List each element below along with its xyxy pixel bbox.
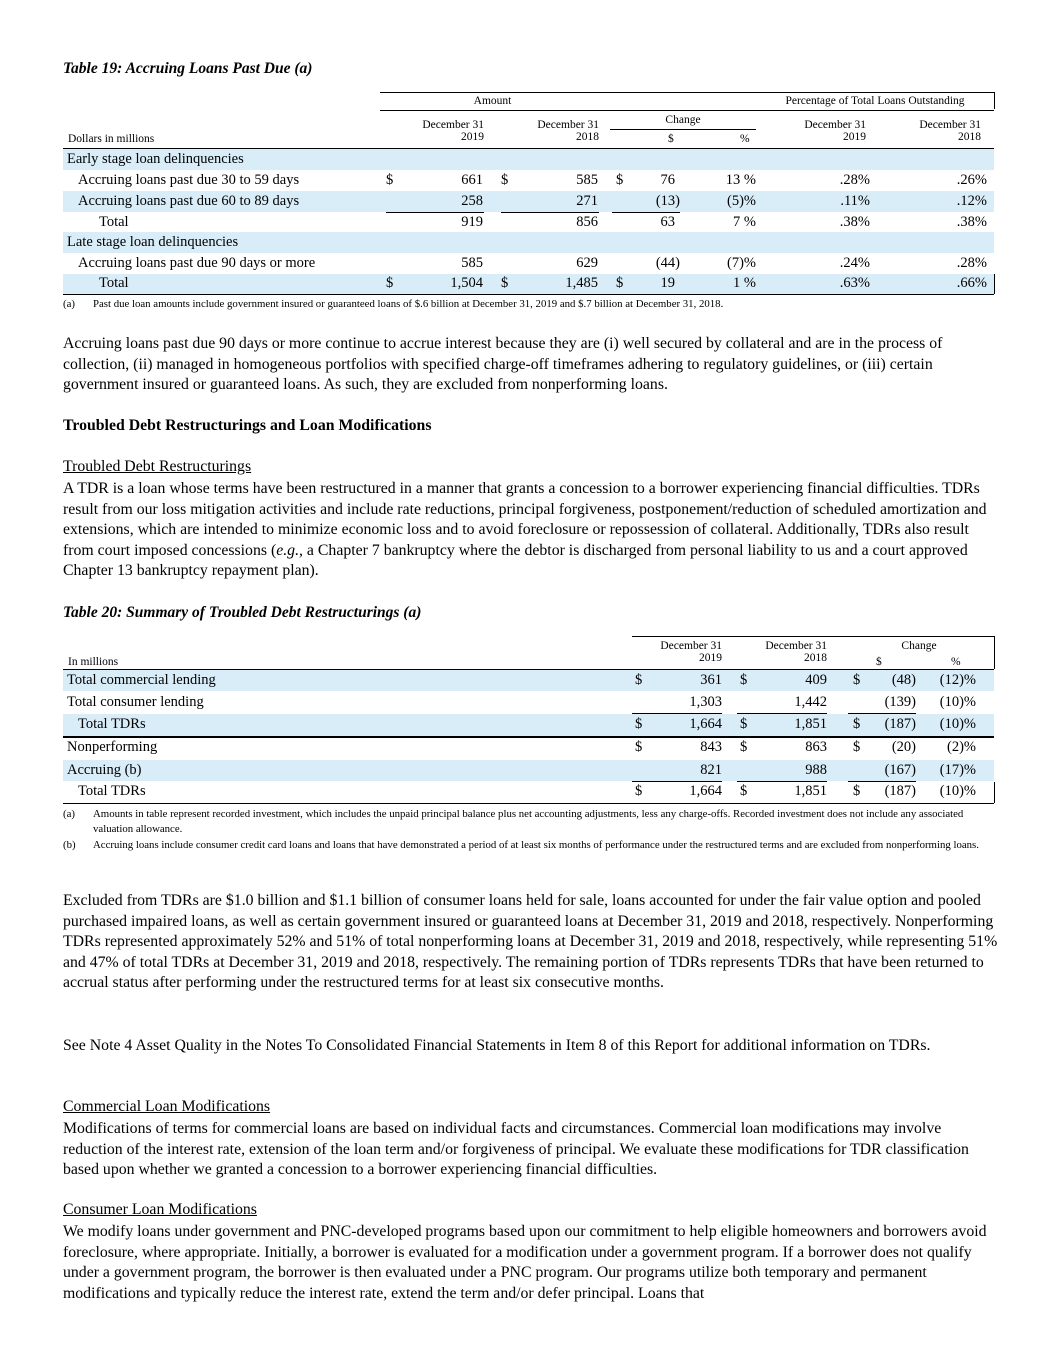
dollar-sign: $ (853, 672, 861, 688)
dollar-sign: $ (501, 275, 509, 291)
table20-title: Table 20: Summary of Troubled Debt Restructurings (a) (63, 604, 422, 621)
row-label: Total (99, 275, 129, 291)
table19-title: Table 19: Accruing Loans Past Due (a) (63, 60, 313, 77)
change-amount: (187) (884, 716, 916, 732)
table19-hdr-dec31-2019: December 31 (422, 119, 484, 131)
value-2019: 361 (700, 672, 722, 688)
table19-hdr-pct: Percentage of Total Loans Outstanding (785, 95, 965, 107)
table-row (63, 738, 994, 760)
table20-hdr-dec31-2018: December 31 (765, 640, 827, 652)
value-2019: 1,664 (689, 716, 722, 732)
value-2019: 1,303 (689, 694, 722, 710)
table19-section-late (63, 232, 994, 253)
paragraph-tdr-eg: e.g., (276, 541, 303, 559)
pct-2018: .38% (956, 214, 987, 230)
value-2019: 843 (700, 739, 722, 755)
paragraph-consumer: We modify loans under government and PNC-developed programs based upon our commitment to help eligible homeowners and borrowers avoid foreclosure, where appropriate. Initially, a borrower is evaluated for a modification under a government program. If a borrower does not qualify under a government program, the borrower is then evaluated under a PNC program. Our programs utilize both temporary and permanent modifications and typically reduce the interest rate, extend the term and/or defer principal. Loans that (63, 1223, 987, 1302)
table-row (63, 212, 994, 233)
table19-hdr-dec31-2018: December 31 (537, 119, 599, 131)
pct-2018: .28% (956, 255, 987, 271)
row-label: Accruing loans past due 60 to 89 days (78, 193, 300, 209)
table19-right-rule-top (994, 92, 995, 109)
table-row (63, 191, 994, 212)
dollar-sign: $ (616, 275, 624, 291)
pct-2019: .24% (839, 255, 870, 271)
change-pct: (10)% (939, 716, 976, 732)
table19-hdr-pct-year-2018: 2018 (958, 131, 981, 143)
change-amount: (44) (655, 255, 680, 271)
table19-hdr-change: Change (665, 114, 701, 126)
table-row (63, 760, 994, 781)
table20-hdr-chg-dollar: $ (876, 656, 882, 668)
table19-change-rule (610, 129, 756, 130)
value-2019: 585 (461, 255, 483, 271)
table19-hdr-pct-dec31-2019: December 31 (804, 119, 866, 131)
table19-sub-rule (380, 110, 994, 111)
dollar-sign: $ (853, 739, 861, 755)
table20-note-b-mark: (b) (63, 839, 76, 851)
change-pct: (5)% (727, 193, 756, 209)
pct-2019: .38% (839, 214, 870, 230)
pct-2019: .11% (840, 193, 870, 209)
table19-bottom-rule (63, 294, 994, 295)
change-amount: (187) (884, 783, 916, 799)
change-amount: 19 (660, 275, 675, 291)
table20-bottom-rule (63, 803, 994, 804)
table19-right-rule-bottom (994, 274, 995, 294)
dollar-sign: $ (635, 739, 643, 755)
change-amount: (13) (655, 193, 680, 209)
table20-right-rule-bottom (994, 782, 995, 803)
paragraph-commercial: Modifications of terms for commercial loans are based on individual facts and circumstances. Commercial loan modifications may involve reduction of the interest rate, extension of the loan term and/or forgiveness of principal. We evaluate these modifications for TDR classification based upon whether we granted a concession to a borrower experiencing financial difficulties. (63, 1120, 969, 1179)
paragraph-note4: See Note 4 Asset Quality in the Notes To Consolidated Financial Statements in Item 8 of this Report for additional information on TDRs. (63, 1037, 931, 1054)
table19-hdr-pct-dec31-2018: December 31 (919, 119, 981, 131)
table20-note-b: Accruing loans include consumer credit card loans and loans that have demonstrated a period of at least six months of performance under the restructured terms and are excluded from nonperforming loans. (93, 839, 979, 851)
change-amount: (139) (884, 694, 916, 710)
value-2018: 271 (576, 193, 598, 209)
row-label: Total (99, 214, 129, 230)
table19-hdr-amount: Amount (473, 95, 512, 107)
change-amount: 76 (660, 172, 675, 188)
change-pct: (10)% (939, 783, 976, 799)
value-2018: 856 (576, 214, 598, 230)
change-pct: 13 % (725, 172, 756, 188)
value-2019: 258 (461, 193, 483, 209)
change-amount: (20) (891, 739, 916, 755)
table20-hdr-year-2019: 2019 (699, 652, 722, 664)
value-2019: 919 (461, 214, 483, 230)
dollar-sign: $ (740, 783, 748, 799)
value-2019: 661 (461, 172, 483, 188)
paragraph-accruing: Accruing loans past due 90 days or more continue to accrue interest because they are (i) well secured by collateral and are in the process of collection, (ii) managed in homogeneous portfolios with specified charge-off timeframes adhering to regulatory guidelines, or (iii) certain government insured or guaranteed loans. As such, they are excluded from nonperforming loans. (63, 335, 943, 394)
row-label: Total consumer lending (67, 694, 204, 710)
dollar-sign: $ (616, 172, 624, 188)
heading-tdr: Troubled Debt Restructurings and Loan Modifications (63, 417, 432, 434)
table19-hdr-pct-year-2019: 2019 (843, 131, 866, 143)
change-pct: 7 % (733, 214, 756, 230)
table20-hdr-millions: In millions (68, 656, 119, 668)
table20-note-a: Amounts in table represent recorded investment, which includes the unpaid principal balance plus net accounting adjustments, less any charge-offs. Recorded investment does not include any associated valuation allowance. (93, 808, 964, 835)
dollar-sign: $ (386, 275, 394, 291)
value-2018: 1,485 (565, 275, 598, 291)
paragraph-tdr-part2: a Chapter 7 bankruptcy where the debtor is discharged from personal liability to us and a court approved Chapter 13 bankruptcy repayment plan). (63, 541, 968, 580)
table-row (63, 170, 994, 191)
dollar-sign: $ (635, 672, 643, 688)
pct-2018: .12% (956, 193, 987, 209)
subheading-consumer: Consumer Loan Modifications (63, 1201, 257, 1218)
change-pct: (10)% (939, 694, 976, 710)
pct-2018: .66% (956, 275, 987, 291)
value-2018: 863 (805, 739, 827, 755)
table19-note-a-mark: (a) (63, 298, 75, 310)
row-label: Accruing loans past due 30 to 59 days (78, 172, 300, 188)
section-label: Late stage loan delinquencies (67, 234, 239, 250)
table20-hdr-change: Change (901, 640, 937, 652)
table-row (63, 670, 994, 691)
change-amount: (48) (891, 672, 916, 688)
table19-hdr-chg-pct: % (740, 133, 750, 145)
row-label: Nonperforming (67, 739, 158, 755)
value-2019: 821 (700, 762, 722, 778)
row-label: Accruing (b) (67, 762, 142, 778)
paragraph-tdr-part1: A TDR is a loan whose terms have been restructured in a manner that grants a concession to a borrower experiencing financial difficulties. TDRs result from our loss mitigation activities and include rate reductions, principal forgiveness, postponement/reduction of scheduled amortization and extensions, which are intended to minimize economic loss and to avoid foreclosure or repossession of collateral. Additionally, TDRs also result from court imposed concessions ( (63, 480, 987, 559)
table20-hdr-year-2018: 2018 (804, 652, 827, 664)
dollar-sign: $ (635, 716, 643, 732)
row-label: Total commercial lending (67, 672, 216, 688)
change-pct: 1 % (733, 275, 756, 291)
table19-hdr-dollars: Dollars in millions (68, 133, 155, 145)
section-label: Early stage loan delinquencies (67, 151, 244, 167)
change-amount: (167) (884, 762, 916, 778)
dollar-sign: $ (740, 739, 748, 755)
value-2018: 1,442 (794, 694, 827, 710)
pct-2019: .63% (839, 275, 870, 291)
value-2018: 1,851 (794, 783, 827, 799)
table20-right-rule-top (994, 636, 995, 669)
table19-note-a: Past due loan amounts include government insured or guaranteed loans of $.6 billion at December 31, 2019 and $.7 billion at December 31, 2018. (93, 298, 724, 310)
change-pct: (12)% (939, 672, 976, 688)
value-2019: 1,664 (689, 783, 722, 799)
table20-hdr-dec31-2019: December 31 (660, 640, 722, 652)
table-row (63, 691, 994, 713)
row-label: Total TDRs (78, 716, 146, 732)
subheading-tdr: Troubled Debt Restructurings (63, 458, 252, 475)
row-label: Accruing loans past due 90 days or more (78, 255, 316, 271)
change-pct: (17)% (939, 762, 976, 778)
paragraph-tdr (63, 479, 998, 582)
value-2018: 1,851 (794, 716, 827, 732)
table20-hdr-chg-pct: % (951, 656, 961, 668)
table19-top-rule (380, 92, 994, 93)
table-row (63, 714, 994, 736)
table20-top-rule (632, 636, 994, 637)
dollar-sign: $ (635, 783, 643, 799)
dollar-sign: $ (740, 716, 748, 732)
table19-hdr-year-2019: 2019 (461, 131, 484, 143)
table-row (63, 274, 994, 294)
value-2018: 629 (576, 255, 598, 271)
table20-note-a-mark: (a) (63, 808, 75, 820)
row-label: Total TDRs (78, 783, 146, 799)
change-pct: (2)% (947, 739, 976, 755)
pct-2019: .28% (839, 172, 870, 188)
value-2019: 1,504 (450, 275, 483, 291)
table19-hdr-year-2018: 2018 (576, 131, 599, 143)
value-2018: 585 (576, 172, 598, 188)
table19-section-early (63, 149, 994, 170)
table-row (63, 253, 994, 274)
dollar-sign: $ (853, 783, 861, 799)
value-2018: 988 (805, 762, 827, 778)
dollar-sign: $ (853, 716, 861, 732)
subheading-commercial: Commercial Loan Modifications (63, 1098, 271, 1115)
change-amount: 63 (660, 214, 675, 230)
table-row (63, 782, 994, 803)
change-pct: (7)% (727, 255, 756, 271)
dollar-sign: $ (386, 172, 394, 188)
value-2018: 409 (805, 672, 827, 688)
pct-2018: .26% (956, 172, 987, 188)
dollar-sign: $ (501, 172, 509, 188)
table19-hdr-chg-dollar: $ (668, 133, 674, 145)
paragraph-excluded: Excluded from TDRs are $1.0 billion and $1.1 billion of consumer loans held for sale, loans accounted for under the fair value option and pooled purchased impaired loans, as well as certain government insured or guaranteed loans at December 31, 2019 and 2018, respectively. Nonperforming TDRs represented approximately 52% and 51% of total nonperforming loans at December 31, 2019 and 2018, respectively, while representing 51% and 47% of total TDRs at December 31, 2019 and 2018, respectively. The remaining portion of TDRs represents TDRs that have been returned to accrual status after performing under the restructured terms for at least six consecutive months. (63, 892, 998, 992)
dollar-sign: $ (740, 672, 748, 688)
